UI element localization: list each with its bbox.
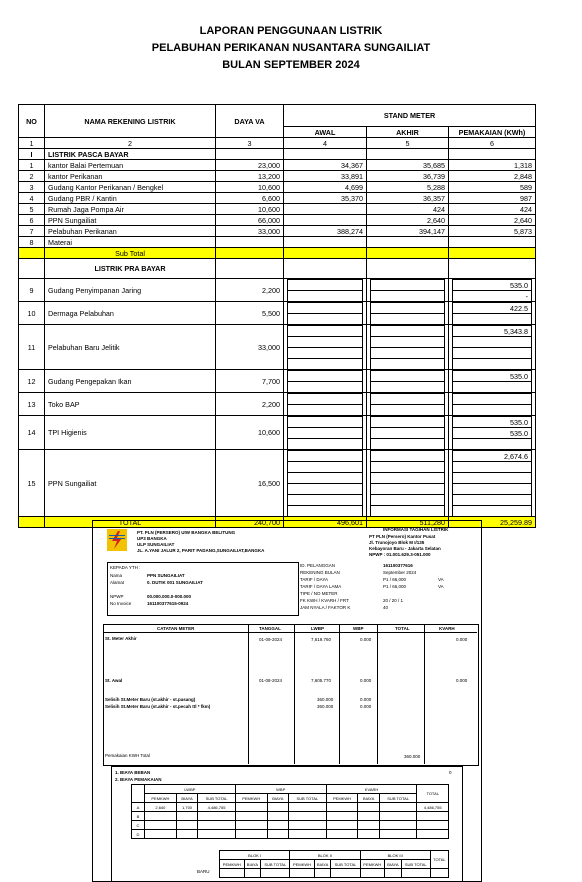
cell-name: Pelabuhan Baru Jelitik: [45, 325, 216, 370]
cell-akhir: 2,640: [367, 215, 449, 226]
cell-pemakaian: 535.0: [453, 417, 532, 428]
cell-no: 14: [19, 416, 45, 450]
table-row: [19, 182, 536, 193]
biaya-a-total: 4,486,755: [417, 803, 449, 812]
biaya-head-biaya: BIAYA: [267, 794, 289, 803]
table-row: [19, 215, 536, 226]
cell-awal: 35,370: [284, 193, 367, 204]
biaya-head-pemkwh: PEMKWH: [235, 794, 267, 803]
header-no: NO: [19, 105, 45, 138]
biaya-head-lwbp: LWBP: [145, 785, 236, 794]
cell-awal: 388,274: [284, 226, 367, 237]
catatan-kvarh: KVARH: [439, 626, 455, 631]
header-stand-meter: STAND METER: [284, 105, 536, 127]
biaya-head-subtotal: SUB TOTAL: [289, 794, 327, 803]
blok-head-2: BLOK II: [290, 851, 360, 860]
cell-awal: [284, 204, 367, 215]
blok-head-subtotal: SUB TOTAL: [401, 860, 430, 869]
selisih-2-wbp: 0.000: [360, 704, 372, 709]
cell-pakai: 987: [449, 193, 536, 204]
electricity-report-table: [18, 104, 536, 528]
total-daya: 240,700: [216, 517, 284, 528]
akhir-label: St. Meter Akhir: [105, 636, 137, 641]
akhir-wbp: 0.000: [360, 637, 372, 642]
blok-head-biaya: BIAYA: [244, 860, 261, 869]
total-awal: 496,601: [284, 517, 367, 528]
biaya-a-subtotal: 4,486,755: [198, 803, 236, 812]
index-cell: 5: [367, 138, 449, 149]
cell-akhir: 35,685: [367, 160, 449, 171]
catatan-tanggal: TANGGAL: [259, 626, 281, 631]
biaya-table: [131, 784, 449, 839]
report-subtitle: PELABUHAN PERIKANAN NUSANTARA SUNGAILIAT: [151, 42, 431, 54]
biaya-row-label: A: [132, 803, 145, 812]
selisih-1-lwbp: 360.000: [317, 697, 334, 702]
cell-pakai: 2,848: [449, 171, 536, 182]
cell-akhir: 36,357: [367, 193, 449, 204]
header-awal: AWAL: [284, 127, 367, 138]
header-daya: DAYA VA: [216, 105, 284, 138]
cell-name: Materai: [45, 237, 216, 248]
info-line: PT PLN (Persero) Kantor Pusat: [369, 534, 436, 539]
cell-akhir: 424: [367, 204, 449, 215]
section-number: I: [19, 149, 45, 160]
table-row: [19, 325, 536, 370]
tarif-lama-value: P1 / 66,000: [383, 584, 407, 589]
pemakaian-label: Pemakaian KWH Total: [105, 753, 150, 758]
invoice-company: JL. A.YANI JALUR 2, PARIT PADANG,SUNGAILIAT,BANGKA: [137, 548, 265, 553]
alamat-label: Alamat: [110, 580, 125, 585]
table-row: [19, 160, 536, 171]
cell-akhir: 5,288: [367, 182, 449, 193]
cell-name: Gudang Pengepakan Ikan: [45, 370, 216, 393]
total-label: TOTAL: [45, 517, 216, 528]
cell-no: 1: [19, 160, 45, 171]
cell-daya: 13,200: [216, 171, 284, 182]
biaya-pemakaian-label: 2. BIAYA PEMAKAIAN: [115, 777, 162, 782]
cell-no: 15: [19, 450, 45, 517]
invoice-company: UP3 BANGKA: [137, 536, 167, 541]
biaya-row-label: C: [132, 821, 145, 830]
info-line: Kebayoran Baru - Jakarta Selatan: [369, 546, 441, 551]
cell-pemakaian: 535.0: [453, 371, 532, 382]
index-cell: 4: [284, 138, 367, 149]
tarif-unit: VA: [438, 577, 444, 582]
catatan-lwbp: LWBP: [311, 626, 324, 631]
cell-daya: 66,000: [216, 215, 284, 226]
cell-akhir: 394,147: [367, 226, 449, 237]
cell-name: TPI Higienis: [45, 416, 216, 450]
info-line: Jl. Trunojoyo Blok M I/135: [369, 540, 425, 545]
blok-head-3: BLOK III: [360, 851, 430, 860]
selisih-1-wbp: 0.000: [360, 697, 372, 702]
catatan-total: TOTAL: [395, 626, 410, 631]
invoice-company: PT. PLN (PERSERO) UIW BANGKA BELITUNG: [137, 530, 236, 535]
npwp-value: 00.000.000.0-000.000: [147, 594, 192, 599]
header-pemakaian: PEMAKAIAN (KWh): [449, 127, 536, 138]
blok-head-biaya: BIAYA: [314, 860, 331, 869]
blok-head-pemkwh: PEMKWH: [360, 860, 385, 869]
tarif-lama-label: TARIF / DAYA LAMA: [300, 584, 342, 589]
cell-daya: 10,600: [216, 204, 284, 215]
blok-head-pemkwh: PEMKWH: [220, 860, 245, 869]
cell-name: kantor Balai Pertemuan: [45, 160, 216, 171]
cell-daya: 16,500: [216, 450, 284, 517]
cell-pemakaian: 535.0: [453, 428, 532, 439]
cell-name: Rumah Jaga Pompa Air: [45, 204, 216, 215]
cell-name: Gudang Kantor Perikanan / Bengkel: [45, 182, 216, 193]
blok-row-baru: BARU: [197, 869, 210, 874]
table-row: [19, 237, 536, 248]
cell-pemakaian: 422.5: [453, 303, 532, 314]
cell-pakai: 2,640: [449, 215, 536, 226]
cell-pemakaian: 535.0: [453, 280, 532, 291]
akhir-lwbp: 7,619.760: [311, 637, 332, 642]
cell-daya: 33,000: [216, 226, 284, 237]
awal-tanggal: 01-08-2024: [259, 678, 283, 683]
awal-lwbp: 7,605.770: [311, 678, 332, 683]
table-row: [19, 393, 536, 416]
blok-table: [219, 850, 449, 878]
cell-awal: 33,891: [284, 171, 367, 182]
tipe-label: TIPE / NO METER: [300, 591, 338, 596]
biaya-head-total: TOTAL: [417, 785, 449, 803]
biaya-beban-label: 1. BIAYA BEBAN: [115, 770, 151, 775]
cell-name: Pelabuhan Perikanan: [45, 226, 216, 237]
cell-no: 9: [19, 279, 45, 302]
blok-head-pemkwh: PEMKWH: [290, 860, 315, 869]
biaya-head-pemkwh: PEMKWH: [326, 794, 358, 803]
report-period: BULAN SEPTEMBER 2024: [222, 59, 360, 71]
invoice-company: ULP SUNGAILIAT: [137, 542, 175, 547]
cell-no: 10: [19, 302, 45, 325]
cell-daya: [216, 237, 284, 248]
cell-no: 13: [19, 393, 45, 416]
catatan-wbp: WBP: [353, 626, 364, 631]
table-row: [19, 204, 536, 215]
cell-no: 12: [19, 370, 45, 393]
tarif-label: TARIF / DAYA: [300, 577, 329, 582]
cell-daya: 10,600: [216, 182, 284, 193]
biaya-beban-value: 0: [449, 770, 452, 775]
cell-name: Gudang PBR / Kantin: [45, 193, 216, 204]
cell-no: 7: [19, 226, 45, 237]
meter-record-box: [103, 624, 479, 766]
cell-daya: 2,200: [216, 393, 284, 416]
cell-pemakaian: 2,674.6: [453, 451, 532, 462]
cell-awal: 4,699: [284, 182, 367, 193]
biaya-head-pemkwh: PEMKWH: [145, 794, 177, 803]
table-row: [19, 370, 536, 393]
nama-value: PPN SUNGAILIAT: [147, 573, 185, 578]
total-akhir: 511,280: [367, 517, 449, 528]
cell-pakai: 5,873: [449, 226, 536, 237]
biaya-head-biaya: BIAYA: [358, 794, 380, 803]
akhir-tanggal: 01-09-2024: [259, 637, 283, 642]
table-row: [19, 226, 536, 237]
report-title: LAPORAN PENGGUNAAN LISTRIK: [199, 25, 383, 37]
cell-pemakaian: -: [453, 291, 532, 302]
cell-akhir: [367, 237, 449, 248]
cell-awal: [284, 215, 367, 226]
cell-akhir: 36,739: [367, 171, 449, 182]
biaya-row-label: B: [132, 812, 145, 821]
awal-label: St. Awal: [105, 678, 123, 683]
rek-label: REKENING BULAN: [300, 570, 340, 575]
cell-no: 8: [19, 237, 45, 248]
header-name: NAMA REKENING LISTRIK: [45, 105, 216, 138]
info-title: INFORMASI TAGIHAN LISTRIK: [383, 527, 449, 532]
cell-name: Gudang Penyimpanan Jaring: [45, 279, 216, 302]
biaya-head-wbp: WBP: [235, 785, 326, 794]
cell-pakai: 1,318: [449, 160, 536, 171]
cell-name: PPN Sungailiat: [45, 450, 216, 517]
total-pemakaian: 25,259.89: [449, 517, 536, 528]
blok-head-1: BLOK I: [220, 851, 290, 860]
index-cell: 1: [19, 138, 45, 149]
table-row: [19, 302, 536, 325]
info-line: NPWP : 01.001.629.3-051.000: [369, 552, 431, 557]
cell-daya: 23,000: [216, 160, 284, 171]
blok-head-subtotal: SUB TOTAL: [331, 860, 360, 869]
pln-logo-icon: [107, 529, 127, 551]
biaya-head-kvarh: KVARH: [326, 785, 417, 794]
tarif-lama-unit: VA: [438, 584, 444, 589]
cell-no: 6: [19, 215, 45, 226]
section-title: LISTRIK PASCA BAYAR: [45, 149, 216, 160]
cell-no: 11: [19, 325, 45, 370]
akhir-kvarh: 0.000: [456, 637, 468, 642]
tarif-value: P1 / 66,000: [383, 577, 407, 582]
cell-name: kantor Perikanan: [45, 171, 216, 182]
cell-no: 5: [19, 204, 45, 215]
cell-daya: 33,000: [216, 325, 284, 370]
blok-head-total: TOTAL: [430, 851, 448, 869]
idpel-label: ID. PELANGGAN: [300, 563, 336, 568]
nama-label: Nama: [110, 573, 123, 578]
idpel-value: 161100377616: [383, 563, 413, 568]
fk-label: FK KWH / KVARH / FRT: [300, 598, 349, 603]
fk-value: 20 / 20 / 1: [383, 598, 404, 603]
rek-value: September 2024: [383, 570, 417, 575]
cell-name: PPN Sungailiat: [45, 215, 216, 226]
biaya-a-biaya: 1,700: [176, 803, 198, 812]
kepada-label: KEPADA YTH :: [110, 565, 141, 570]
header-akhir: AKHIR: [367, 127, 449, 138]
selisih-1: Selisih St.Meter Baru (st.akhir - st.pasang): [105, 697, 196, 702]
table-row: [19, 416, 536, 450]
table-row: [19, 450, 536, 517]
blok-head-subtotal: SUB TOTAL: [261, 860, 290, 869]
pln-invoice: [92, 520, 482, 882]
awal-kvarh: 0.000: [456, 678, 468, 683]
table-row: [19, 171, 536, 182]
cell-no: 4: [19, 193, 45, 204]
cell-daya: 10,600: [216, 416, 284, 450]
index-cell: 2: [45, 138, 216, 149]
npwp-label: NPWP: [110, 594, 124, 599]
cell-pakai: 424: [449, 204, 536, 215]
cell-awal: [284, 237, 367, 248]
cell-pakai: 589: [449, 182, 536, 193]
cell-daya: 7,700: [216, 370, 284, 393]
cell-daya: 2,200: [216, 279, 284, 302]
cell-awal: 34,367: [284, 160, 367, 171]
awal-wbp: 0.000: [360, 678, 372, 683]
invoice-label: No Invoice: [110, 601, 132, 606]
jam-value: 40: [383, 605, 389, 610]
cell-pemakaian: 5,343.8: [453, 326, 532, 337]
catatan-title: CATATAN METER: [157, 626, 195, 631]
cell-daya: 6,600: [216, 193, 284, 204]
biaya-row-label: D: [132, 830, 145, 839]
biaya-head-subtotal: SUB TOTAL: [379, 794, 417, 803]
customer-box: [107, 562, 299, 616]
biaya-head-biaya: BIAYA: [176, 794, 198, 803]
alamat-value: 0. DUTIK 001 SUNGAILIAT: [147, 580, 203, 585]
cell-no: 3: [19, 182, 45, 193]
table-row: [19, 279, 536, 302]
biaya-head-subtotal: SUB TOTAL: [198, 794, 236, 803]
table-row: [19, 193, 536, 204]
jam-label: JAM NYALA / FAKTOR K: [300, 605, 351, 610]
cell-daya: 5,500: [216, 302, 284, 325]
subtotal-label: Sub Total: [45, 248, 216, 259]
selisih-2: Selisih St.Meter Baru (st.akhir - st.pecah ttl * fkm): [105, 704, 211, 709]
index-cell: 6: [449, 138, 536, 149]
selisih-2-lwbp: 360.000: [317, 704, 334, 709]
cell-pakai: [449, 237, 536, 248]
index-cell: 3: [216, 138, 284, 149]
pemakaian-value: 360.000: [404, 754, 421, 759]
cell-name: Dermaga Pelabuhan: [45, 302, 216, 325]
cell-name: Toko BAP: [45, 393, 216, 416]
blok-head-biaya: BIAYA: [385, 860, 402, 869]
invoice-number: 161100377615-0924: [147, 601, 189, 606]
biaya-a-pemkwh: 2,640: [145, 803, 177, 812]
cell-no: 2: [19, 171, 45, 182]
section-title: LISTRIK PRA BAYAR: [45, 259, 216, 279]
